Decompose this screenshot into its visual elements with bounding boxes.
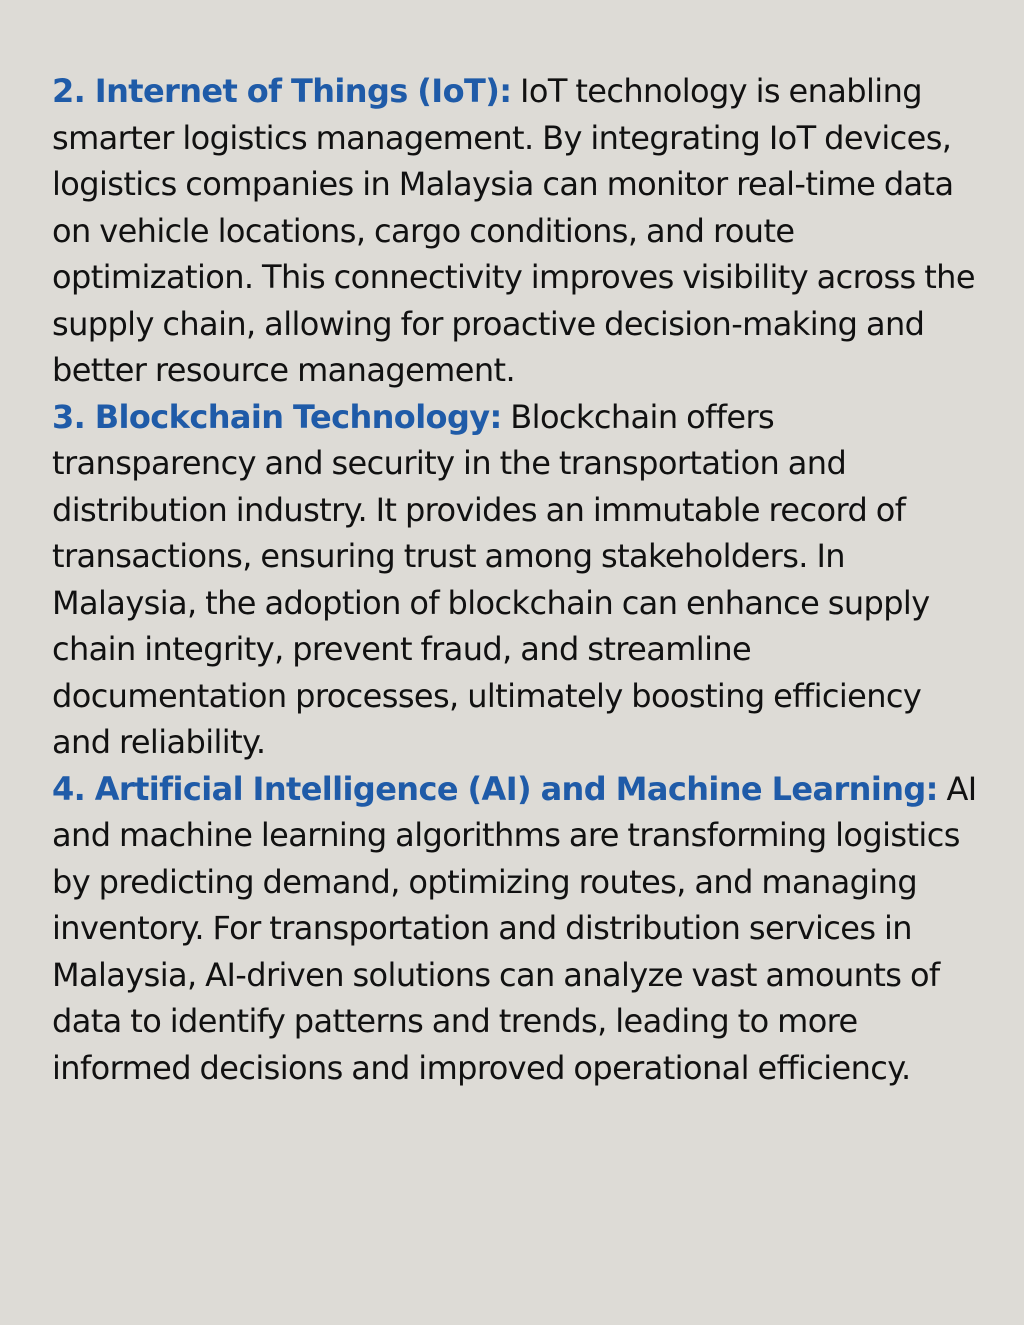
section-ai-ml: [52, 766, 977, 1092]
section-text-iot: IoT technology is enabling smarter logistics management. By integrating IoT devices, logistics companies in Malaysia can monitor real-time data on vehicle locations, cargo conditions, and route optimization. This connectivity improves visibility across the supply chain, allowing for proactive decision-making and better resource management.: [52, 72, 975, 389]
section-heading-blockchain: 3. Blockchain Technology:: [52, 397, 502, 436]
document-body: [52, 68, 977, 1091]
section-heading-iot: 2. Internet of Things (IoT):: [52, 72, 512, 110]
section-heading-ai-ml: 4. Artificial Intelligence (AI) and Machine Learning:: [52, 769, 938, 808]
section-blockchain: [52, 394, 977, 766]
section-iot: [52, 68, 977, 394]
section-text-blockchain: Blockchain offers transparency and security in the transportation and distribution industry. It provides an immutable record of transactions, ensuring trust among stakeholders. In Malaysia, the adoption of blockchain can enhance supply chain integrity, prevent fraud, and streamline documentation processes, ultimately boosting efficiency and reliability.: [52, 397, 930, 761]
section-text-ai-ml: AI and machine learning algorithms are transforming logistics by predicting demand, optimizing routes, and managing inventory. For transportation and distribution services in Malaysia, AI-driven solutions can analyze vast amounts of data to identify patterns and trends, leading to more informed decisions and improved operational efficiency.: [52, 769, 977, 1087]
